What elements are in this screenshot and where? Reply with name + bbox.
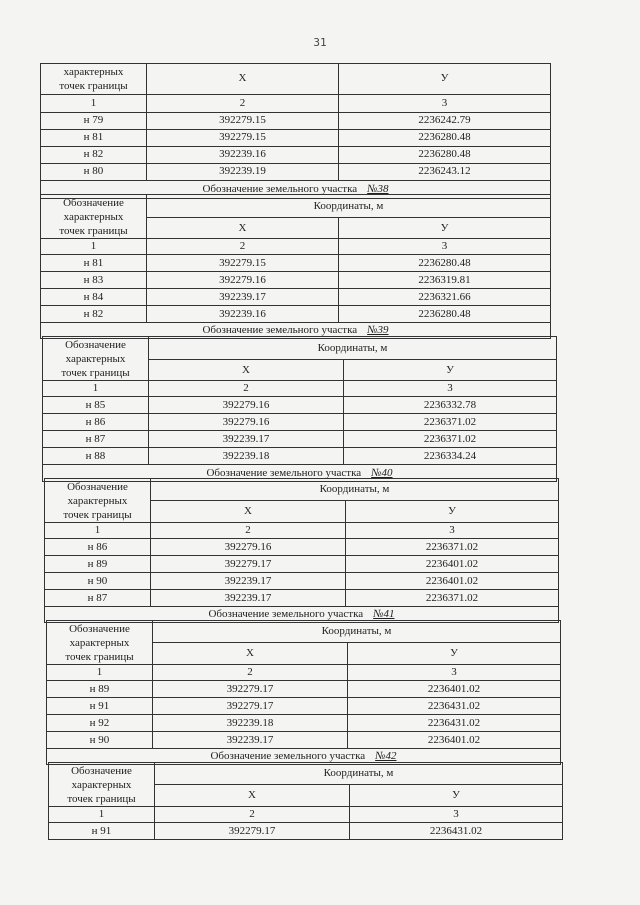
table-row — [45, 556, 559, 573]
coordinates-table-42 — [48, 762, 563, 840]
point-name: н 89 — [47, 681, 153, 698]
header-y: У — [350, 785, 563, 807]
header-points-line: характерных — [63, 66, 124, 78]
point-name: н 86 — [43, 414, 149, 431]
plot-number: №39 — [367, 324, 389, 337]
header-points-line: характерных — [69, 636, 130, 649]
table-row — [41, 129, 551, 146]
header-y: У — [344, 360, 557, 381]
header-y: У — [339, 64, 551, 95]
header-coordinates: Координаты, м — [153, 621, 561, 643]
column-number: 3 — [339, 239, 551, 255]
header-x: Х — [153, 643, 348, 665]
header-points-cell — [49, 763, 155, 807]
plot-number: №42 — [375, 750, 397, 763]
header-y: У — [339, 218, 551, 239]
column-number: 1 — [41, 239, 147, 255]
coord-x: 392239.18 — [149, 448, 344, 465]
header-points-line: характерных — [71, 778, 132, 791]
table-row — [45, 590, 559, 607]
point-name: н 91 — [47, 698, 153, 715]
header-points-line: Обозначение — [71, 765, 132, 777]
point-name: н 86 — [45, 539, 151, 556]
column-number: 1 — [47, 665, 153, 681]
column-number: 2 — [147, 94, 339, 112]
header-points-line: Обозначение — [63, 197, 124, 209]
coordinates-table-continued — [40, 63, 551, 199]
header-coordinates: Координаты, м — [155, 763, 563, 785]
coord-y: 2236334.24 — [344, 448, 557, 465]
coord-x: 392239.19 — [147, 163, 339, 180]
header-points-line: точек границы — [61, 366, 130, 379]
header-points-line: характерных — [63, 210, 124, 223]
header-points-line: точек границы — [65, 650, 134, 663]
plot-number: №41 — [373, 608, 395, 621]
plot-number: №38 — [367, 182, 389, 195]
column-number: 3 — [348, 665, 561, 681]
point-name: н 87 — [45, 590, 151, 607]
header-x: Х — [147, 64, 339, 95]
point-name: н 90 — [45, 573, 151, 590]
column-number: 2 — [155, 807, 350, 823]
table-row — [43, 448, 557, 465]
header-points-cell — [45, 479, 151, 523]
coord-y: 2236401.02 — [346, 573, 559, 590]
column-number: 1 — [43, 381, 149, 397]
header-y: У — [346, 501, 559, 523]
table-row — [41, 272, 551, 289]
coordinates-table-38 — [40, 194, 551, 339]
coordinates-table-39 — [42, 336, 557, 482]
coord-y: 2236371.02 — [346, 539, 559, 556]
point-name: н 83 — [41, 272, 147, 289]
header-coordinates: Координаты, м — [147, 195, 551, 218]
header-coordinates: Координаты, м — [149, 337, 557, 360]
coord-x: 392279.16 — [147, 272, 339, 289]
header-points-line: точек границы — [59, 79, 128, 92]
column-number: 3 — [346, 523, 559, 539]
caption-text: Обозначение земельного участка — [208, 608, 364, 621]
table-row — [41, 255, 551, 272]
header-points-line: Обозначение — [69, 623, 130, 635]
coord-x: 392239.17 — [151, 573, 346, 590]
coord-x: 392239.18 — [153, 715, 348, 732]
column-number: 2 — [149, 381, 344, 397]
coord-x: 392239.17 — [147, 289, 339, 306]
header-x: Х — [151, 501, 346, 523]
table-row — [47, 715, 561, 732]
header-x: Х — [155, 785, 350, 807]
point-name: н 90 — [47, 732, 153, 749]
table-row — [45, 539, 559, 556]
coord-x: 392279.17 — [151, 556, 346, 573]
coord-y: 2236280.48 — [339, 306, 551, 323]
coord-y: 2236431.02 — [348, 698, 561, 715]
caption-text: Обозначение земельного участка — [206, 466, 362, 479]
column-number: 3 — [344, 381, 557, 397]
point-name: н 88 — [43, 448, 149, 465]
coord-x: 392279.17 — [155, 823, 350, 840]
column-number: 2 — [153, 665, 348, 681]
coord-y: 2236371.02 — [344, 431, 557, 448]
coord-y: 2236280.48 — [339, 146, 551, 163]
table-row — [49, 823, 563, 840]
coord-y: 2236280.48 — [339, 255, 551, 272]
header-points-line: точек границы — [63, 508, 132, 521]
coord-x: 392279.16 — [149, 397, 344, 414]
coord-y: 2236401.02 — [346, 556, 559, 573]
header-points-line: Обозначение — [67, 481, 128, 493]
point-name: н 85 — [43, 397, 149, 414]
column-number: 2 — [147, 239, 339, 255]
column-number: 3 — [339, 94, 551, 112]
table-row — [41, 146, 551, 163]
table-row — [41, 306, 551, 323]
coordinates-table-40 — [44, 478, 559, 623]
column-number: 2 — [151, 523, 346, 539]
point-name: н 92 — [47, 715, 153, 732]
point-name: н 89 — [45, 556, 151, 573]
header-points-cell — [47, 621, 153, 665]
page-number: 31 — [313, 36, 327, 49]
coord-x: 392279.17 — [153, 698, 348, 715]
coord-x: 392279.16 — [149, 414, 344, 431]
point-name: н 91 — [49, 823, 155, 840]
coord-y: 2236431.02 — [348, 715, 561, 732]
coord-y: 2236321.66 — [339, 289, 551, 306]
coord-x: 392279.15 — [147, 112, 339, 129]
coord-y: 2236401.02 — [348, 732, 561, 749]
table-row — [41, 112, 551, 129]
coord-x: 392279.16 — [151, 539, 346, 556]
table-row — [47, 698, 561, 715]
header-points-cell — [41, 64, 147, 95]
coordinates-table-41 — [46, 620, 561, 765]
coord-y: 2236242.79 — [339, 112, 551, 129]
column-number: 1 — [49, 807, 155, 823]
header-x: Х — [147, 218, 339, 239]
coord-x: 392239.17 — [153, 732, 348, 749]
table-row — [47, 681, 561, 698]
plot-number: №40 — [371, 466, 393, 479]
coord-x: 392279.15 — [147, 129, 339, 146]
header-points-line: точек границы — [59, 224, 128, 237]
coord-x: 392239.16 — [147, 306, 339, 323]
table-row — [43, 431, 557, 448]
coord-x: 392279.17 — [153, 681, 348, 698]
point-name: н 84 — [41, 289, 147, 306]
coord-y: 2236371.02 — [346, 590, 559, 607]
header-points-cell — [41, 195, 147, 239]
coord-y: 2236319.81 — [339, 272, 551, 289]
table-row — [41, 163, 551, 180]
point-name: н 81 — [41, 255, 147, 272]
point-name: н 81 — [41, 129, 147, 146]
column-number: 1 — [41, 94, 147, 112]
point-name: н 87 — [43, 431, 149, 448]
coord-x: 392239.16 — [147, 146, 339, 163]
header-points-line: характерных — [67, 494, 128, 507]
table-row — [45, 573, 559, 590]
header-points-line: точек границы — [67, 792, 136, 805]
table-row — [47, 732, 561, 749]
coord-y: 2236332.78 — [344, 397, 557, 414]
header-points-cell — [43, 337, 149, 381]
coord-x: 392239.17 — [149, 431, 344, 448]
header-coordinates: Координаты, м — [151, 479, 559, 501]
coord-x: 392239.17 — [151, 590, 346, 607]
caption-text: Обозначение земельного участка — [202, 324, 358, 337]
coord-y: 2236371.02 — [344, 414, 557, 431]
column-number: 3 — [350, 807, 563, 823]
caption-text: Обозначение земельного участка — [210, 750, 366, 763]
table-row — [41, 289, 551, 306]
point-name: н 80 — [41, 163, 147, 180]
coord-y: 2236243.12 — [339, 163, 551, 180]
header-points-line: характерных — [65, 352, 126, 365]
point-name: н 79 — [41, 112, 147, 129]
coord-y: 2236280.48 — [339, 129, 551, 146]
header-points-line: Обозначение — [65, 339, 126, 351]
point-name: н 82 — [41, 306, 147, 323]
table-row — [43, 414, 557, 431]
header-y: У — [348, 643, 561, 665]
caption-text: Обозначение земельного участка — [202, 182, 358, 195]
table-row — [43, 397, 557, 414]
coord-y: 2236431.02 — [350, 823, 563, 840]
column-number: 1 — [45, 523, 151, 539]
point-name: н 82 — [41, 146, 147, 163]
header-x: Х — [149, 360, 344, 381]
coord-x: 392279.15 — [147, 255, 339, 272]
coord-y: 2236401.02 — [348, 681, 561, 698]
